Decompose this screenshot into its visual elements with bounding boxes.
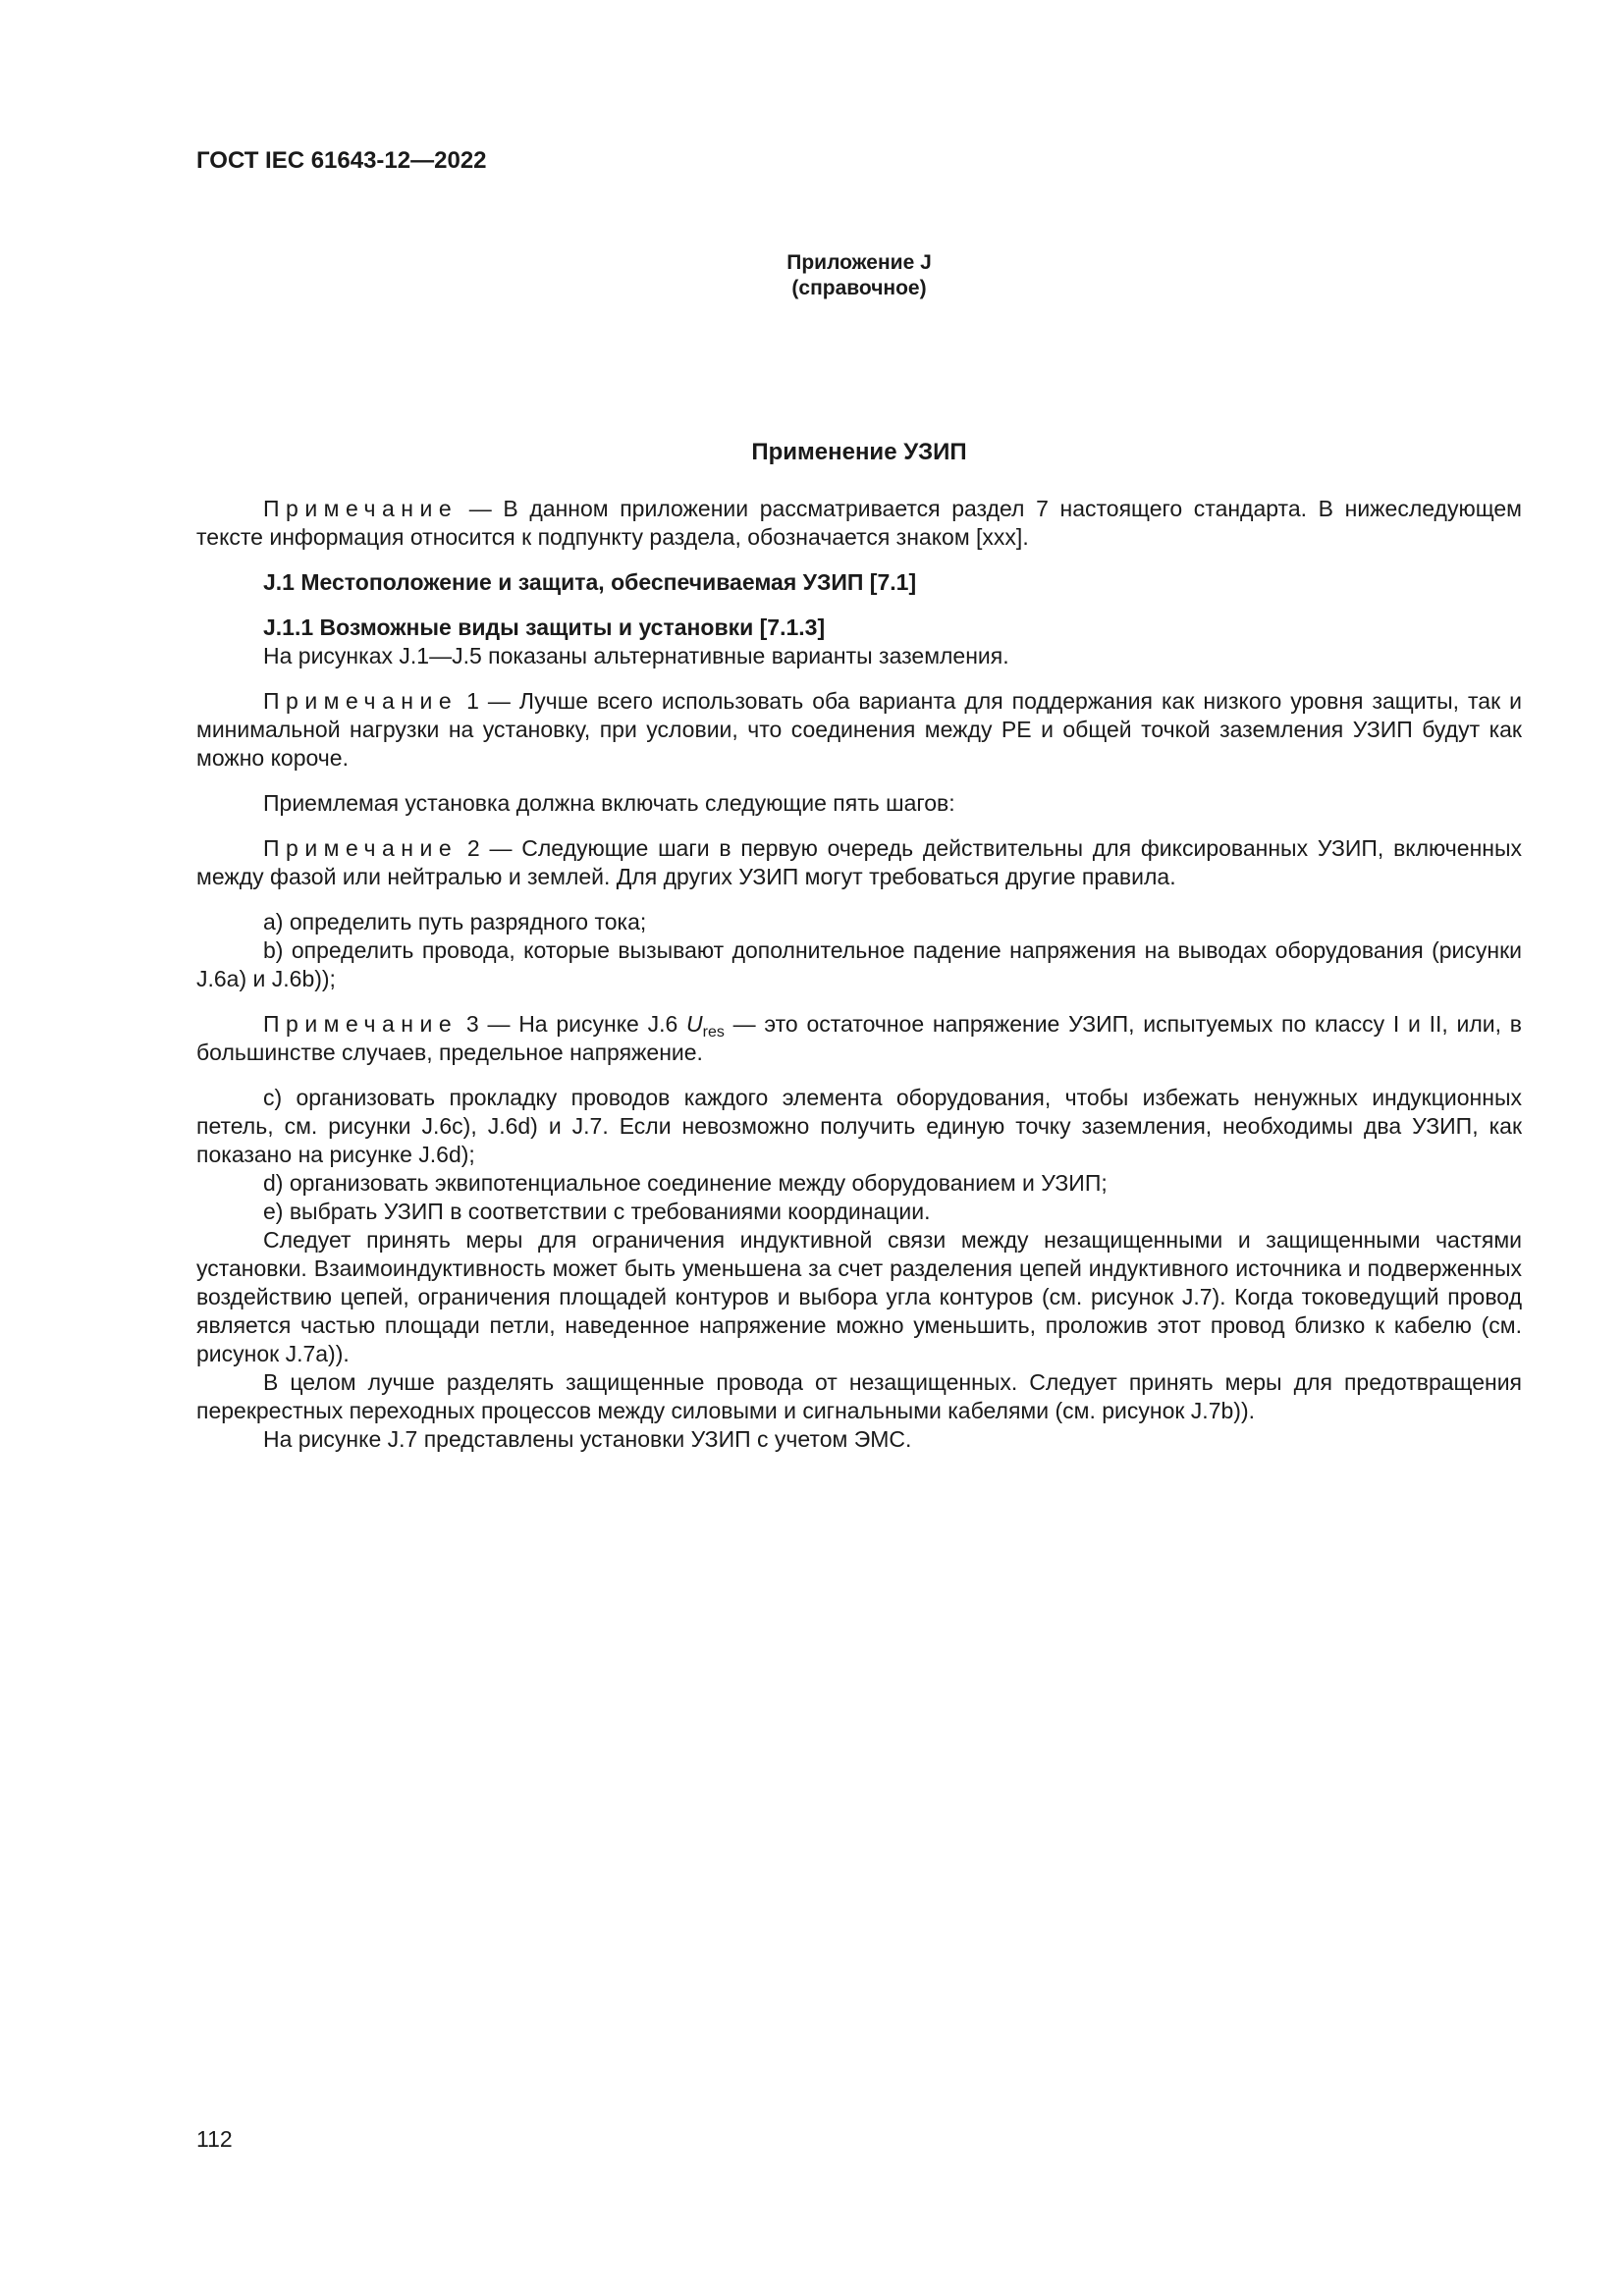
note-text-post: — это остаточное напряжение УЗИП, испытуемых по классу I и II, или, в большинстве случаев, предельное напряжение. (196, 1011, 1523, 1065)
section-heading-j1: J.1 Местоположение и защита, обеспечиваемая УЗИП [7.1] (263, 569, 917, 595)
note-label: Примечание (263, 688, 459, 714)
document-header: ГОСТ IEC 61643-12—2022 (196, 147, 487, 174)
document-body (196, 495, 1522, 1454)
note-3 (196, 1010, 1522, 1067)
list-item-e: e) выбрать УЗИП в соответствии с требованиями координации. (263, 1199, 931, 1224)
document-page (196, 147, 1522, 1454)
appendix-label: Приложение J (786, 251, 932, 274)
list-item-a: a) определить путь разрядного тока; (263, 909, 647, 934)
list-item-b: b) определить провода, которые вызывают дополнительное падение напряжения на выводах оборудования (рисунки J.6a) и J.6b)); (196, 937, 1522, 991)
note-label: Примечание (263, 835, 459, 861)
appendix-heading (196, 250, 1522, 301)
list-item-c: c) организовать прокладку проводов каждого элемента оборудования, чтобы избежать ненужных индукционных петель, см. рисунки J.6c), J.6d) и J.7. Если невозможно получить единую точку заземления, необходимы два УЗИП, как показано на рисунке J.6d); (196, 1085, 1522, 1167)
paragraph-separation: В целом лучше разделять защищенные провода от незащищенных. Следует принять меры для предотвращения перекрестных переходных процессов между силовыми и сигнальными кабелями (см. рисунок J.7b)). (196, 1369, 1522, 1423)
variable-u: U (686, 1011, 703, 1037)
paragraph-steps: Приемлемая установка должна включать следующие пять шагов: (263, 790, 955, 816)
note-label: Примечание (263, 1011, 459, 1037)
note-0 (196, 495, 1522, 552)
paragraph-figures: На рисунках J.1—J.5 показаны альтернативные варианты заземления. (263, 643, 1009, 668)
page-number: 112 (196, 2126, 233, 2152)
note-text: 2 — Следующие шаги в первую очередь действительны для фиксированных УЗИП, включенных между фазой или нейтралью и землей. Для других УЗИП могут требоваться другие правила. (196, 835, 1522, 889)
note-text: — В данном приложении рассматривается раздел 7 настоящего стандарта. В нижеследующем тексте информация относится к подпункту раздела, обозначается знаком [xxx]. (196, 496, 1522, 550)
note-label: Примечание (263, 496, 459, 521)
note-2 (196, 834, 1522, 891)
section-heading-j11: J.1.1 Возможные виды защиты и установки [7.1.3] (263, 614, 826, 640)
appendix-type: (справочное) (791, 277, 927, 299)
note-text-pre: 3 — На рисунке J.6 (458, 1011, 687, 1037)
variable-subscript: res (702, 1024, 725, 1041)
note-1 (196, 687, 1522, 773)
list-item-d: d) организовать эквипотенциальное соединение между оборудованием и УЗИП; (263, 1170, 1108, 1196)
paragraph-emc: На рисунке J.7 представлены установки УЗИП с учетом ЭМС. (263, 1426, 912, 1452)
paragraph-inductive: Следует принять меры для ограничения индуктивной связи между незащищенными и защищенными частями установки. Взаимоиндуктивность может быть уменьшена за счет разделения цепей индуктивного источника и подверженных воздействию цепей, ограничения площадей контуров и выбора угла контуров (см. рисунок J.7). Когда токоведущий провод является частью площади петли, наведенное напряжение можно уменьшить, проложив этот провод близко к кабелю (см. рисунок J.7a)). (196, 1227, 1522, 1366)
appendix-title: Применение УЗИП (751, 439, 967, 465)
note-text: 1 — Лучше всего использовать оба варианта для поддержания как низкого уровня защиты, так и минимальной нагрузки на установку, при условии, что соединения между PE и общей точкой заземления УЗИП будут как можно короче. (196, 688, 1522, 771)
